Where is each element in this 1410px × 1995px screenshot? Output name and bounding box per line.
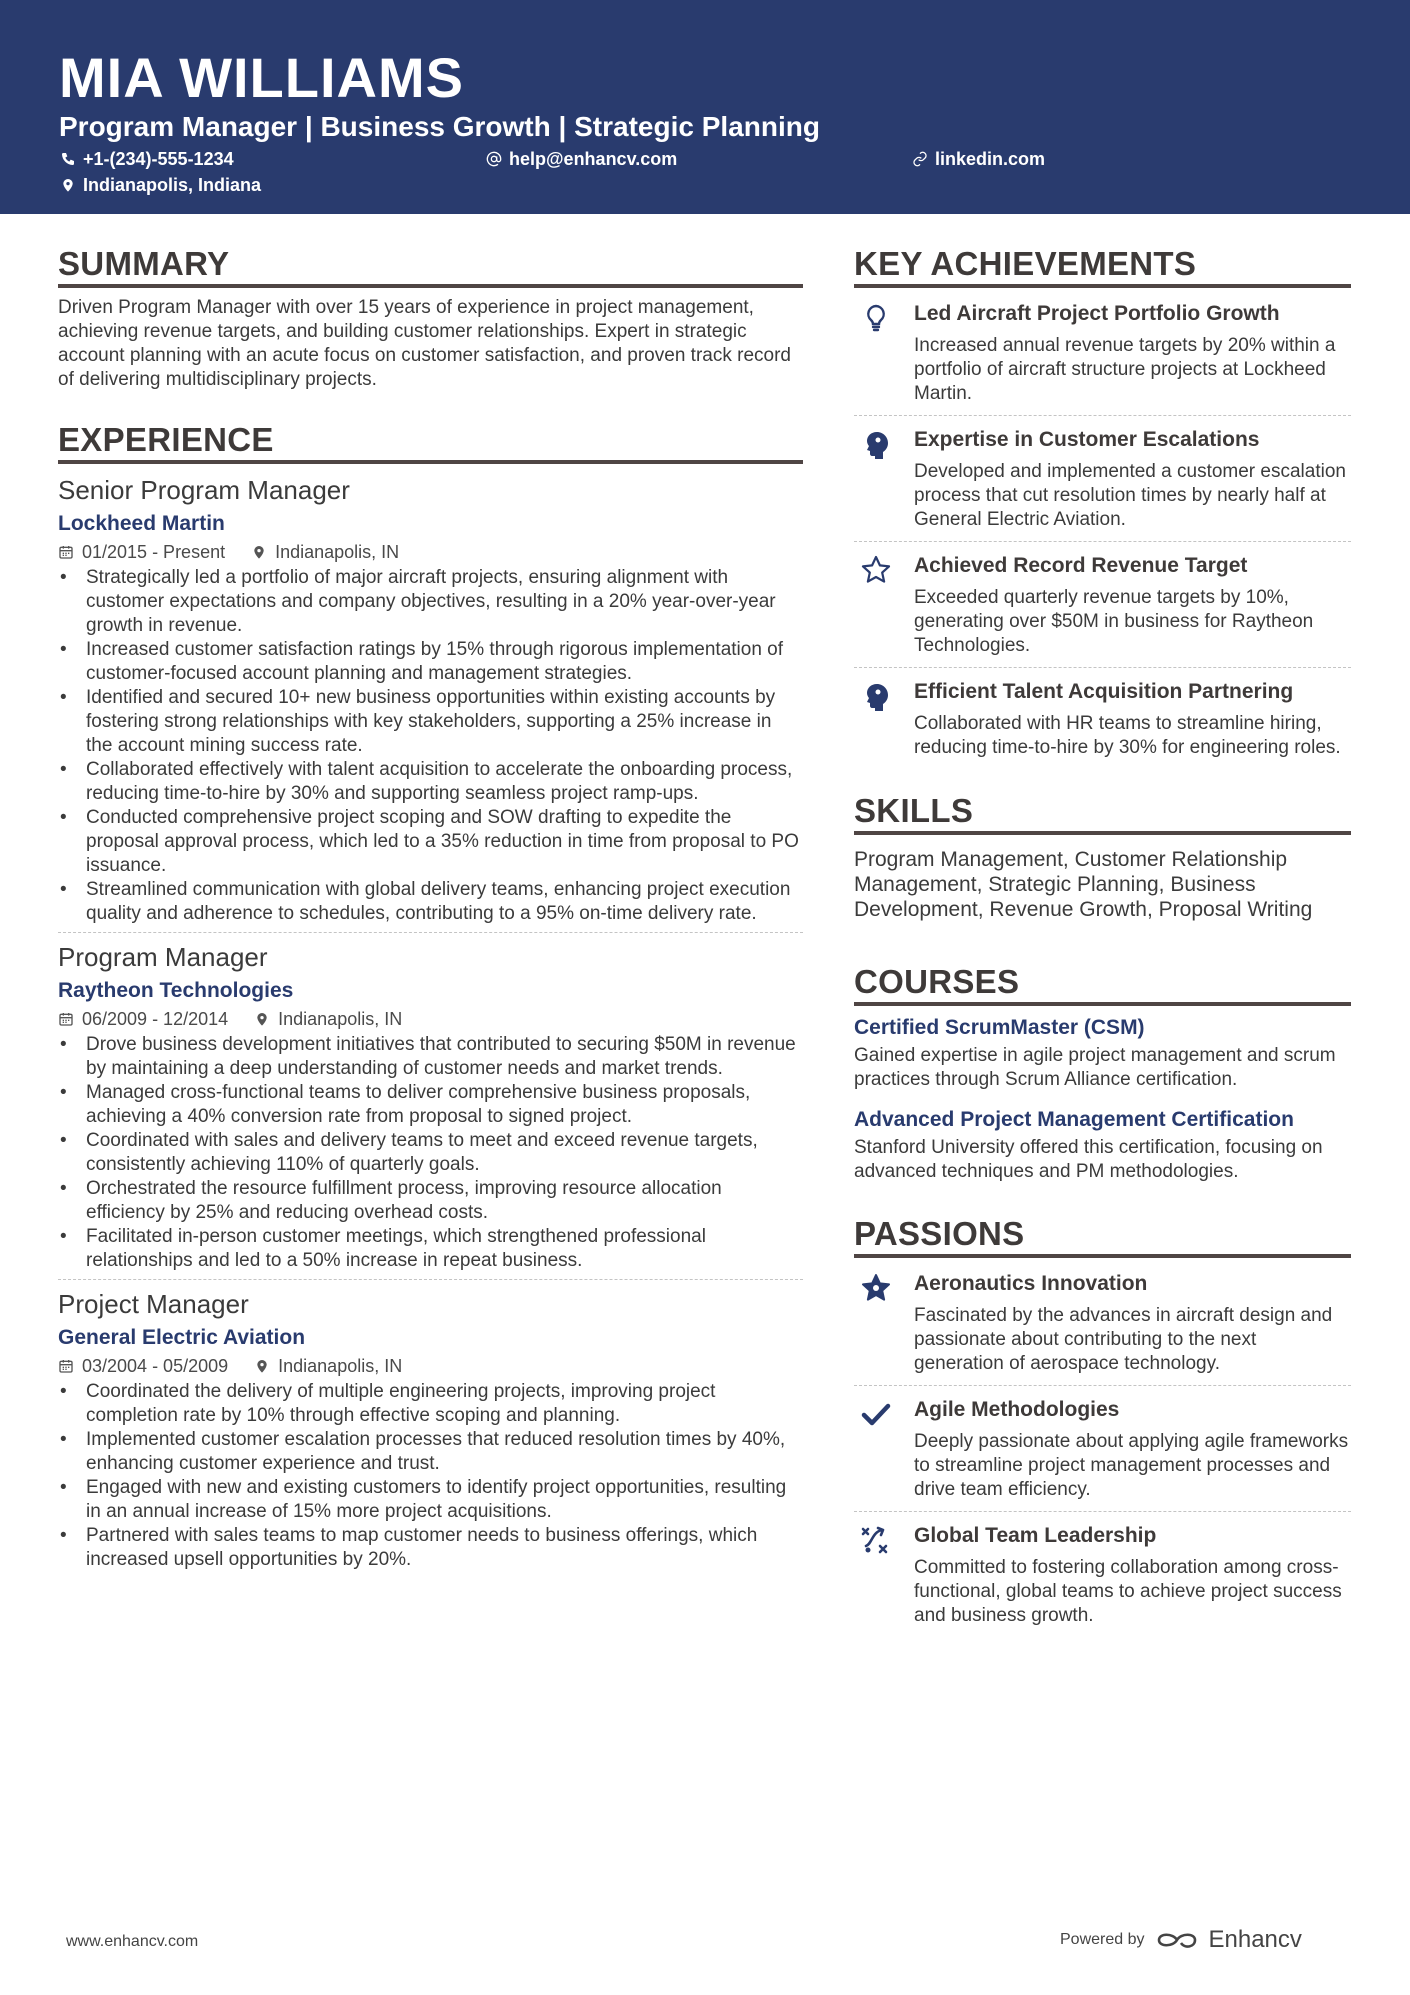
achievements-item	[854, 416, 1351, 542]
experience-list	[58, 474, 803, 1578]
job-bullet: • Identified and secured 10+ new business opportunities within existing accounts by fostering strong relationships with key stakeholders, supporting a 25% increase in the account mining success rate.	[58, 686, 803, 758]
summary-section	[58, 244, 803, 392]
at-icon	[486, 151, 502, 167]
job-title: Senior Program Manager	[58, 475, 350, 505]
passions-item-body	[914, 1270, 1351, 1376]
powered-by-text: Powered by	[1060, 1931, 1145, 1948]
job-entry	[58, 1288, 803, 1578]
passions-list	[854, 1260, 1351, 1637]
job-location-wrap	[251, 540, 399, 564]
achievements-item-desc: Collaborated with HR teams to streamline hiring, reducing time-to-hire by 30% for engineering roles.	[914, 713, 1341, 758]
footer-branding	[1060, 1926, 1302, 1954]
course-title: Advanced Project Management Certification	[854, 1108, 1294, 1131]
achievements-item	[854, 542, 1351, 668]
achievements-item	[854, 668, 1351, 769]
linkedin-text: linkedin.com	[935, 149, 1046, 169]
strategy-icon	[854, 1522, 914, 1628]
star-filled-icon	[854, 1270, 914, 1376]
achievements-item-desc: Developed and implemented a customer escalation process that cut resolution times by nearly half at General Electric Aviation.	[914, 461, 1346, 530]
location-pin-icon	[254, 1011, 270, 1027]
experience-title: EXPERIENCE	[58, 420, 803, 464]
passions-item-desc: Deeply passionate about applying agile frameworks to streamline project management processes and drive team efficiency.	[914, 1431, 1349, 1500]
passions-item-title: Agile Methodologies	[914, 1398, 1120, 1421]
brand-logo[interactable]	[1155, 1926, 1302, 1954]
passions-title: PASSIONS	[854, 1214, 1351, 1258]
course-item	[854, 1106, 1351, 1184]
job-bullet: • Engaged with new and existing customers to identify project opportunities, resulting in an annual increase of 15% more project acquisitions.	[58, 1476, 803, 1524]
skills-section	[854, 791, 1351, 922]
courses-title: COURSES	[854, 962, 1351, 1006]
job-bullets	[58, 1033, 803, 1273]
job-bullets	[58, 566, 803, 926]
job-bullet: • Strategically led a portfolio of major aircraft projects, ensuring alignment with customer expectations and company objectives, resulting in a 20% year-over-year growth in revenue.	[58, 566, 803, 638]
courses-list	[854, 1014, 1351, 1184]
checkmark-icon	[854, 1396, 914, 1502]
job-bullet: • Managed cross-functional teams to deliver comprehensive business proposals, achieving a 40% conversion rate from proposal to signed project.	[58, 1081, 803, 1129]
achievements-item-body	[914, 426, 1351, 532]
summary-title: SUMMARY	[58, 244, 803, 288]
achievements-item-body	[914, 678, 1351, 760]
achievements-item-title: Led Aircraft Project Portfolio Growth	[914, 302, 1280, 325]
passions-item-title: Global Team Leadership	[914, 1524, 1157, 1547]
passions-item	[854, 1260, 1351, 1386]
job-bullet: • Coordinated the delivery of multiple engineering projects, improving project completion rate by 10% through effective scoping and planning.	[58, 1380, 803, 1428]
skills-text: Program Management, Customer Relationship Management, Strategic Planning, Business Development, Revenue Growth, Proposal Writing	[854, 848, 1313, 921]
passions-item-title: Aeronautics Innovation	[914, 1272, 1148, 1295]
calendar-icon	[58, 1011, 74, 1027]
job-bullet: • Drove business development initiatives that contributed to securing $50M in revenue by maintaining a deep understanding of customer needs and market trends.	[58, 1033, 803, 1081]
passions-item-body	[914, 1522, 1351, 1628]
achievements-item-desc: Increased annual revenue targets by 20% within a portfolio of aircraft structure projects at Lockheed Martin.	[914, 335, 1336, 404]
job-bullet: • Coordinated with sales and delivery teams to meet and exceed revenue targets, consistently achieving 110% of quarterly goals.	[58, 1129, 803, 1177]
passions-item-body	[914, 1396, 1351, 1502]
contact-email[interactable]	[486, 148, 677, 170]
passions-item	[854, 1386, 1351, 1512]
achievements-title: KEY ACHIEVEMENTS	[854, 244, 1351, 288]
right-column	[854, 244, 1351, 1637]
location-pin-icon	[251, 544, 267, 560]
contact-phone[interactable]	[60, 148, 234, 170]
candidate-headline: Program Manager | Business Growth | Strategic Planning	[59, 111, 820, 142]
location-text: Indianapolis, Indiana	[83, 175, 262, 195]
candidate-name: MIA WILLIAMS	[59, 46, 464, 109]
resume-header	[0, 0, 1410, 214]
job-bullet: • Streamlined communication with global delivery teams, enhancing project execution quality and adherence to schedules, contributing to a 95% on-time delivery rate.	[58, 878, 803, 926]
link-icon	[912, 151, 928, 167]
enhancv-logo-icon	[1155, 1927, 1203, 1953]
passions-item	[854, 1512, 1351, 1637]
skills-title: SKILLS	[854, 791, 1351, 835]
summary-text: Driven Program Manager with over 15 years of experience in project management, achieving revenue targets, and building customer relationships. Expert in strategic account planning with an acute focus on customer satisfaction, and proven track record of delivering multidisciplinary projects.	[58, 297, 791, 390]
brand-name: Enhancv	[1208, 1926, 1302, 1953]
course-desc: Stanford University offered this certification, focusing on advanced techniques and PM methodologies.	[854, 1137, 1323, 1182]
lightbulb-icon	[854, 300, 914, 406]
job-location: Indianapolis, IN	[278, 1356, 403, 1376]
phone-text: +1-(234)-555-1234	[83, 149, 234, 169]
job-title: Project Manager	[58, 1289, 249, 1319]
job-dates: 01/2015 - Present	[82, 542, 226, 562]
job-dates: 06/2009 - 12/2014	[82, 1009, 229, 1029]
head-icon	[854, 678, 914, 760]
job-bullet: • Increased customer satisfaction ratings by 15% through rigorous implementation of customer-focused account planning and management strategies.	[58, 638, 803, 686]
location-pin-icon	[254, 1358, 270, 1374]
job-entry	[58, 941, 803, 1280]
job-bullet: • Facilitated in-person customer meetings, which strengthened professional relationships and led to a 50% increase in repeat business.	[58, 1225, 803, 1273]
courses-section	[854, 962, 1351, 1184]
job-company: Raytheon Technologies	[58, 979, 294, 1002]
achievements-section	[854, 244, 1351, 769]
job-bullet: • Conducted comprehensive project scoping and SOW drafting to expedite the proposal approval process, which led to a 35% reduction in time from proposal to PO issuance.	[58, 806, 803, 878]
course-title: Certified ScrumMaster (CSM)	[854, 1016, 1145, 1039]
job-bullet: • Orchestrated the resource fulfillment process, improving resource allocation efficiency by 25% and reducing overhead costs.	[58, 1177, 803, 1225]
passions-item-desc: Committed to fostering collaboration among cross-functional, global teams to achieve project success and business growth.	[914, 1557, 1342, 1626]
job-meta	[58, 1354, 803, 1378]
achievements-item-title: Achieved Record Revenue Target	[914, 554, 1248, 577]
achievements-item-body	[914, 552, 1351, 658]
achievements-item-title: Expertise in Customer Escalations	[914, 428, 1260, 451]
job-location: Indianapolis, IN	[278, 1009, 403, 1029]
contact-linkedin[interactable]	[912, 148, 1045, 170]
head-icon	[854, 426, 914, 532]
job-meta	[58, 1007, 803, 1031]
course-item	[854, 1014, 1351, 1092]
job-meta	[58, 540, 803, 564]
passions-item-desc: Fascinated by the advances in aircraft design and passionate about contributing to the next generation of aerospace technology.	[914, 1305, 1333, 1374]
experience-section	[58, 420, 803, 1578]
left-column	[58, 244, 803, 1586]
footer-website[interactable]: www.enhancv.com	[66, 1933, 199, 1950]
contact-location	[60, 174, 261, 196]
job-company: General Electric Aviation	[58, 1326, 306, 1349]
achievements-item-title: Efficient Talent Acquisition Partnering	[914, 680, 1294, 703]
job-bullet: • Collaborated effectively with talent acquisition to accelerate the onboarding process, reducing time-to-hire by 30% and supporting seamless project ramp-ups.	[58, 758, 803, 806]
achievements-item	[854, 290, 1351, 416]
calendar-icon	[58, 544, 74, 560]
job-dates: 03/2004 - 05/2009	[82, 1356, 229, 1376]
job-location-wrap	[254, 1007, 402, 1031]
achievements-item-desc: Exceeded quarterly revenue targets by 10%, generating over $50M in business for Raytheon Technologies.	[914, 587, 1314, 656]
course-desc: Gained expertise in agile project management and scrum practices through Scrum Alliance certification.	[854, 1045, 1336, 1090]
phone-icon	[60, 151, 76, 167]
location-pin-icon	[60, 177, 76, 193]
job-location: Indianapolis, IN	[275, 542, 400, 562]
job-bullets	[58, 1380, 803, 1572]
passions-section	[854, 1214, 1351, 1637]
achievements-list	[854, 290, 1351, 769]
job-entry	[58, 474, 803, 933]
email-text: help@enhancv.com	[509, 149, 678, 169]
calendar-icon	[58, 1358, 74, 1374]
job-location-wrap	[254, 1354, 402, 1378]
achievements-item-body	[914, 300, 1351, 406]
job-title: Program Manager	[58, 942, 268, 972]
job-company: Lockheed Martin	[58, 512, 225, 535]
job-bullet: • Partnered with sales teams to map customer needs to business offerings, which increased upsell opportunities by 20%.	[58, 1524, 803, 1572]
job-bullet: • Implemented customer escalation processes that reduced resolution times by 40%, enhancing customer experience and trust.	[58, 1428, 803, 1476]
star-outline-icon	[854, 552, 914, 658]
